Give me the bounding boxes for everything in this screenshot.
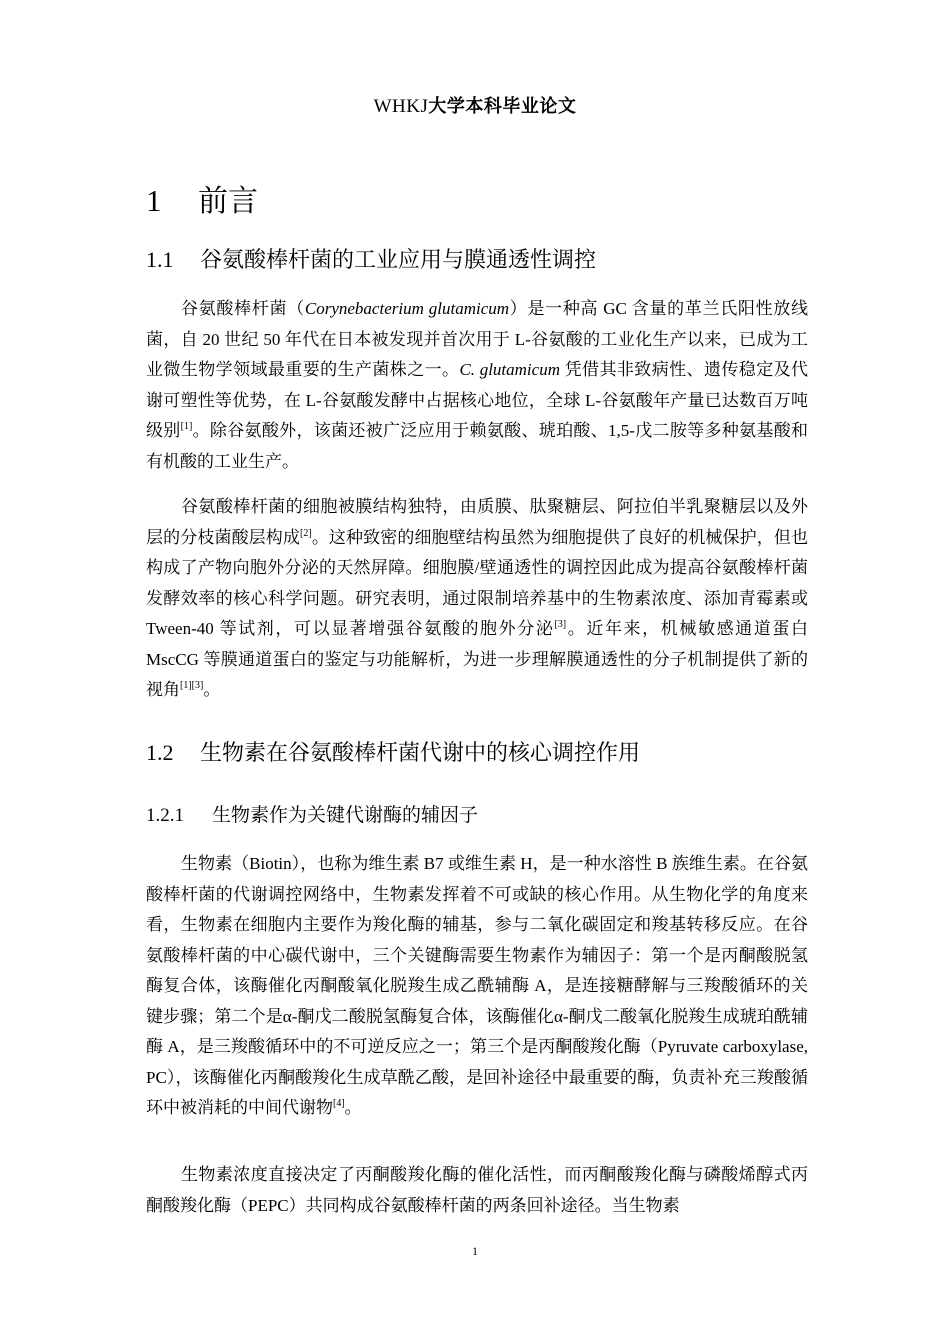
paragraph-4 (146, 1160, 808, 1221)
text-run: 谷氨酸棒杆菌（ (181, 299, 305, 318)
paragraph-2 (146, 492, 808, 706)
text-run: 谷氨酸棒杆菌的细胞被膜结构独特，由质膜、肽聚糖层、阿拉伯半乳聚糖层以及外层的分枝菌酸层构成 (146, 497, 808, 547)
section-title: 谷氨酸棒杆菌的工业应用与膜通透性调控 (200, 248, 597, 273)
text-run: 。这种致密的细胞壁结构虽然为细胞提供了良好的机械保护，但也构成了产物向胞外分泌的天然屏障。细胞膜/壁通透性的调控因此成为提高谷氨酸棒杆菌发酵效率的核心科学问题。研究表明，通过限制培养基中的生物素浓度、添加青霉素或 Tween-40 等试剂，可以显著增强谷氨酸的胞外分泌 (146, 527, 809, 638)
species-name: Corynebacterium glutamicum (304, 299, 510, 318)
header-prefix: WHKJ (373, 96, 429, 117)
citation: [1][3] (180, 680, 204, 691)
text-run: 。 (203, 680, 221, 699)
paragraph-1 (146, 294, 808, 477)
paragraph-3 (146, 849, 808, 1124)
text-run: 。除谷氨酸外，该菌还被广泛应用于赖氨酸、琥珀酸、1,5-戊二胺等多种氨基酸和有机酸的工业生产。 (146, 421, 808, 471)
page-number: 1 (472, 1244, 478, 1258)
citation: [2] (300, 527, 312, 539)
text-run: ）是一种高 GC 含量的革兰氏阳性放线菌，自 20 世纪 50 年代在日本被发现并首次用于 L-谷氨酸的工业化生产以来，已成为工业微生物学领域最重要的生产菌株之一。 (146, 299, 809, 379)
subsection-number: 1.2.1 (146, 805, 184, 826)
text-run: 生物素（Biotin），也称为维生素 B7 或维生素 H，是一种水溶性 B 族维生素。在谷氨酸棒杆菌的代谢调控网络中，生物素发挥着不可或缺的核心作用。从生物化学的角度来看，生物素在细胞内主要作为羧化酶的辅基，参与二氧化碳固定和羧基转移反应。在谷氨酸棒杆菌的中心碳代谢中，三个关键酶需要生物素作为辅因子：第一个是丙酮酸脱氢酶复合体，该酶催化丙酮酸氧化脱羧生成乙酰辅酶 A，是连接糖酵解与三羧酸循环的关键步骤；第二个是α-酮戊二酸脱氢酶复合体，该酶催化α-酮戊二酸氧化脱羧生成琥珀酰辅酶 A，是三羧酸循环中的不可逆反应之一；第三个是丙酮酸羧化酶（Pyruvate carboxylase, PC），该酶催化丙酮酸羧化生成草酰乙酸，是回补途径中最重要的酶，负责补充三羧酸循环中被消耗的中间代谢物 (146, 854, 808, 1117)
header-title: 大学本科毕业论文 (428, 96, 577, 117)
citation: [4] (333, 1098, 345, 1109)
page-header (0, 92, 950, 118)
section-heading-1-2 (146, 736, 640, 767)
text-run: 凭借其非致病性、遗传稳定及代谢可塑性等优势，在 L-谷氨酸发酵中占据核心地位，全球 L-谷氨酸年产量已达数百万吨级别 (146, 360, 809, 440)
chapter-title: 前言 (198, 184, 258, 219)
section-heading-1-1 (146, 243, 596, 274)
chapter-number: 1 (146, 183, 162, 218)
section-number: 1.2 (146, 740, 174, 765)
subsection-heading-1-2-1 (146, 800, 478, 827)
subsection-title: 生物素作为关键代谢酶的辅因子 (212, 804, 479, 826)
text-run: 生物素浓度直接决定了丙酮酸羧化酶的催化活性，而丙酮酸羧化酶与磷酸烯醇式丙酮酸羧化酶（PEPC）共同构成谷氨酸棒杆菌的两条回补途径。当生物素 (146, 1165, 808, 1215)
text-run: 。近年来，机械敏感通道蛋白 MscCG 等膜通道蛋白的鉴定与功能解析，为进一步理解膜通透性的分子机制提供了新的视角 (146, 619, 808, 699)
citation: [3] (554, 619, 567, 630)
citation: [1] (180, 421, 193, 432)
section-title: 生物素在谷氨酸棒杆菌代谢中的核心调控作用 (200, 741, 641, 766)
section-number: 1.1 (146, 247, 174, 272)
chapter-heading (146, 176, 258, 220)
species-short-name: C. glutamicum (459, 360, 560, 379)
text-run: 。 (344, 1098, 362, 1117)
